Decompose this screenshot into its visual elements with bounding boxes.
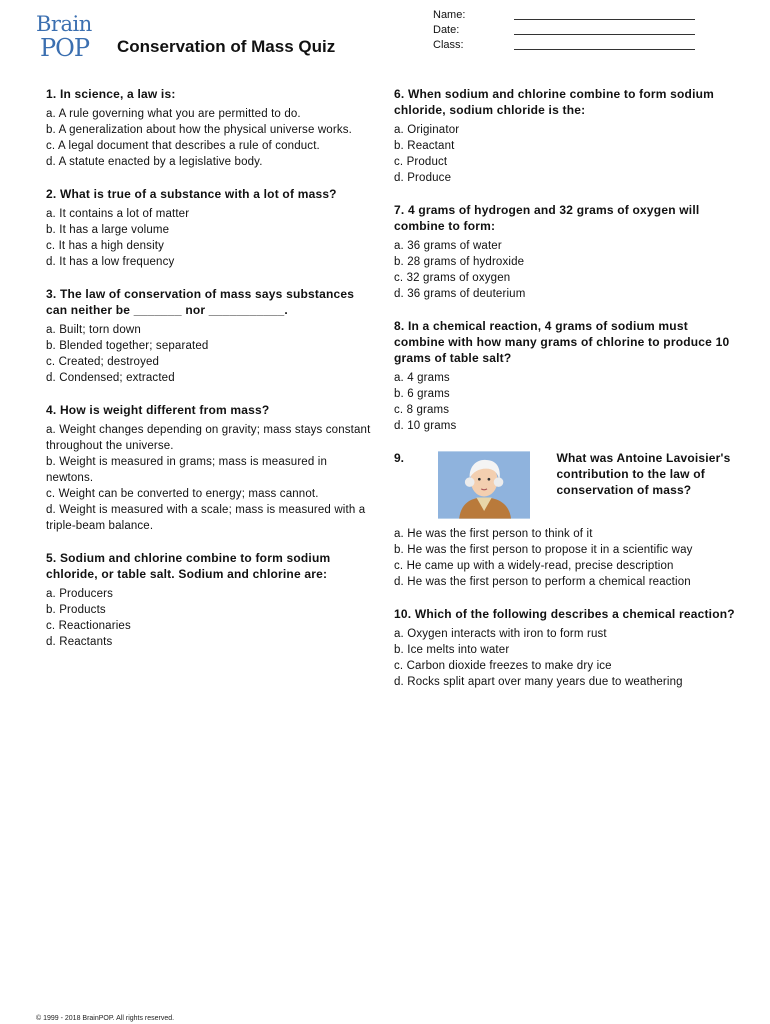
answer-option[interactable]: a. Weight changes depending on gravity; mass stays constant throughout the universe. [46, 424, 371, 452]
class-label: Class: [433, 39, 464, 51]
question-6 [394, 86, 739, 186]
answer-option[interactable]: a. 36 grams of water [394, 240, 502, 252]
answer-option[interactable]: d. Condensed; extracted [46, 372, 175, 384]
question-text: 8. In a chemical reaction, 4 grams of sodium must combine with how many grams of chlorine to produce 10 grams of table salt? [394, 319, 730, 365]
answer-option[interactable]: a. Built; torn down [46, 324, 141, 336]
answer-option[interactable]: b. A generalization about how the physical universe works. [46, 124, 352, 136]
answer-option[interactable]: c. It has a high density [46, 240, 165, 252]
answer-option[interactable]: b. Reactant [394, 140, 455, 152]
questions-6-8 [394, 86, 739, 434]
date-label: Date: [433, 24, 460, 36]
answer-option[interactable]: c. A legal document that describes a rule of conduct. [46, 140, 320, 152]
answer-option[interactable]: d. It has a low frequency [46, 256, 175, 268]
answer-option[interactable]: c. Weight can be converted to energy; mass cannot. [46, 488, 319, 500]
answer-option[interactable]: b. 6 grams [394, 388, 450, 400]
answer-option[interactable]: a. Originator [394, 124, 460, 136]
question-1 [46, 86, 372, 170]
answer-option[interactable]: a. A rule governing what you are permitted to do. [46, 108, 301, 120]
logo-brain-text: Brain [36, 12, 92, 36]
question-8 [394, 318, 739, 434]
answer-option[interactable]: b. He was the first person to propose it in a scientific way [394, 544, 693, 556]
answer-option[interactable]: b. Blended together; separated [46, 340, 209, 352]
copyright-footer: © 1999 - 2018 BrainPOP. All rights reserved. [36, 1015, 175, 1022]
answer-option[interactable]: a. Oxygen interacts with iron to form rust [394, 628, 607, 640]
question-text: 4. How is weight different from mass? [46, 403, 270, 417]
question-4 [46, 402, 372, 534]
class-line[interactable] [514, 49, 695, 50]
question-9-number: 9. [394, 451, 405, 465]
answer-option[interactable]: d. Rocks split apart over many years due to weathering [394, 676, 683, 688]
answer-option[interactable]: a. He was the first person to think of it [394, 528, 593, 540]
name-row [433, 8, 695, 23]
name-line[interactable] [514, 19, 695, 20]
question-7 [394, 202, 739, 302]
answer-option[interactable]: c. He came up with a widely-read, precise description [394, 560, 674, 572]
brainpop-logo [36, 12, 98, 64]
answer-option[interactable]: c. 32 grams of oxygen [394, 272, 511, 284]
name-label: Name: [433, 9, 466, 21]
answer-option[interactable]: c. Product [394, 156, 448, 168]
question-2 [46, 186, 372, 270]
answer-option[interactable]: c. Created; destroyed [46, 356, 160, 368]
answer-option[interactable]: b. Weight is measured in grams; mass is measured in newtons. [46, 456, 327, 484]
page-title: Conservation of Mass Quiz [117, 37, 336, 56]
question-text: 6. When sodium and chlorine combine to form sodium chloride, sodium chloride is the: [394, 87, 715, 117]
class-row [433, 38, 695, 53]
question-text: 2. What is true of a substance with a lot of mass? [46, 187, 337, 201]
lavoisier-portrait [438, 450, 530, 520]
left-column [46, 86, 372, 666]
question-9-header [394, 450, 739, 520]
question-10-text: 10. Which of the following describes a chemical reaction? [394, 607, 735, 621]
question-text: 1. In science, a law is: [46, 87, 176, 101]
answer-option[interactable]: d. He was the first person to perform a chemical reaction [394, 576, 691, 588]
question-9 [394, 450, 739, 590]
answer-option[interactable]: b. Ice melts into water [394, 644, 510, 656]
question-5 [46, 550, 372, 650]
answer-option[interactable]: d. Produce [394, 172, 452, 184]
answer-option[interactable]: c. Reactionaries [46, 620, 131, 632]
question-9-text: What was Antoine Lavoisier's contribution to the law of conservation of mass? [556, 451, 731, 497]
answer-option[interactable]: b. Products [46, 604, 106, 616]
student-info [433, 8, 695, 53]
question-10 [394, 606, 739, 690]
answer-option[interactable]: d. 10 grams [394, 420, 457, 432]
answer-option[interactable]: b. 28 grams of hydroxide [394, 256, 525, 268]
logo-pop-text: POP [40, 34, 89, 62]
question-text: 7. 4 grams of hydrogen and 32 grams of oxygen will combine to form: [394, 203, 700, 233]
answer-option[interactable]: d. Reactants [46, 636, 113, 648]
question-text: 5. Sodium and chlorine combine to form sodium chloride, or table salt. Sodium and chlorine are: [46, 551, 331, 581]
question-text: 3. The law of conservation of mass says substances can neither be _______ nor ___________. [46, 287, 355, 317]
date-line[interactable] [514, 34, 695, 35]
answer-option[interactable]: c. Carbon dioxide freezes to make dry ice [394, 660, 612, 672]
question-3 [46, 286, 372, 386]
answer-option[interactable]: d. 36 grams of deuterium [394, 288, 526, 300]
answer-option[interactable]: b. It has a large volume [46, 224, 170, 236]
date-row [433, 23, 695, 38]
answer-option[interactable]: d. Weight is measured with a scale; mass is measured with a triple-beam balance. [46, 504, 366, 532]
answer-option[interactable]: a. 4 grams [394, 372, 450, 384]
answer-option[interactable]: a. Producers [46, 588, 113, 600]
answer-option[interactable]: a. It contains a lot of matter [46, 208, 190, 220]
answer-option[interactable]: c. 8 grams [394, 404, 450, 416]
right-column [394, 86, 739, 706]
answer-option[interactable]: d. A statute enacted by a legislative body. [46, 156, 263, 168]
